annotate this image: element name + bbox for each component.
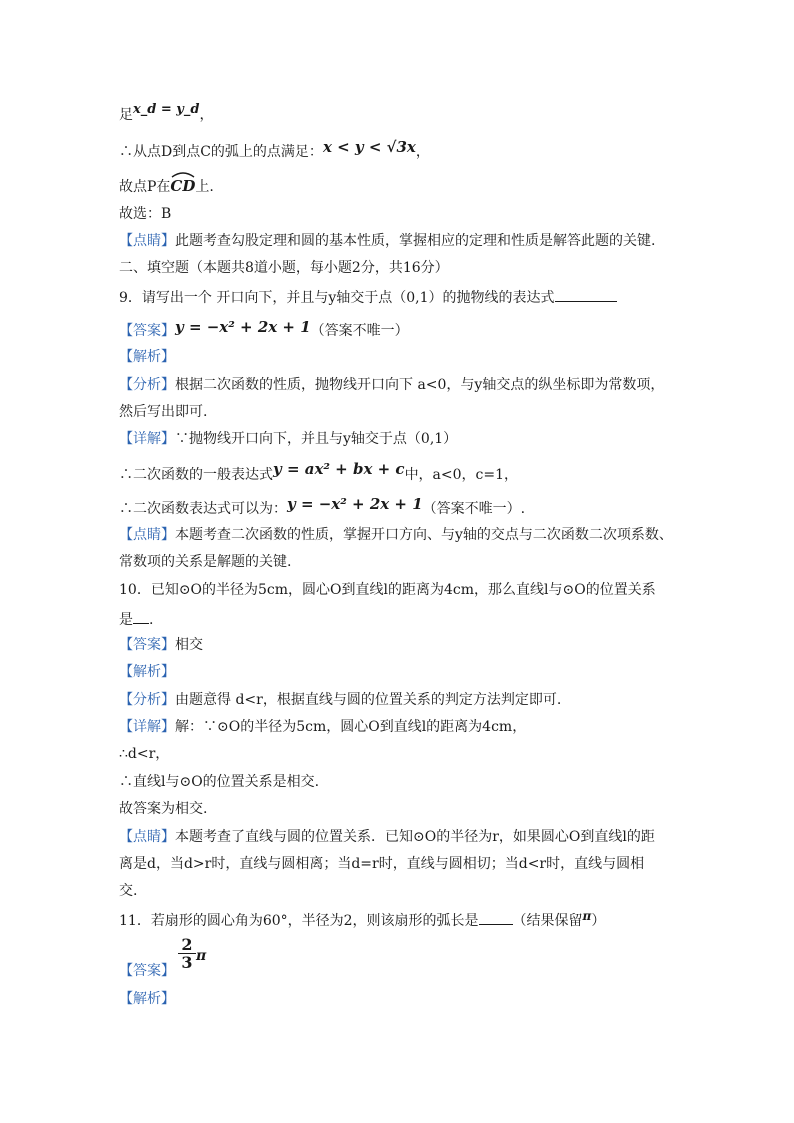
- pi-symbol: π: [196, 948, 207, 964]
- text: 中，a<0，c=1，: [404, 467, 519, 483]
- text: ∴二次函数的一般表达式: [119, 467, 273, 483]
- denominator: 3: [181, 953, 193, 972]
- text-line: [119, 102, 214, 125]
- text-line: [119, 526, 673, 544]
- text: 由题意得 d<r，根据直线与圆的位置关系的判定方法判定即可.: [175, 692, 562, 708]
- text: 足: [119, 107, 133, 123]
- text-line: [119, 138, 430, 161]
- pi-symbol: π: [582, 909, 592, 923]
- text-line: ∴直线l与⊙O的位置关系是相交.: [119, 774, 320, 790]
- answer-line: [119, 318, 409, 340]
- text-line: 故选：B: [119, 206, 172, 222]
- answer-line: [119, 962, 175, 980]
- text-line: [119, 177, 214, 196]
- arc-cd: [170, 177, 195, 196]
- text: ∴从点D到点C的弧上的点满足：: [119, 144, 323, 160]
- tag-fenxi: 【分析】: [119, 377, 175, 393]
- text-line: [119, 232, 655, 250]
- text: 9．请写出一个 开口向下，并且与y轴交于点（0,1）的抛物线的表达式: [119, 290, 555, 306]
- text-line: 然后写出即可.: [119, 404, 208, 420]
- text: ，: [415, 144, 430, 160]
- question-10: 10．已知⊙O的半径为5cm，圆心O到直线l的距离为4cm，那么直线l与⊙O的位置关系: [119, 582, 656, 598]
- answer-blank: [133, 609, 149, 624]
- math-formula: x_d = y_d: [133, 102, 200, 117]
- text-line: [119, 495, 526, 518]
- text-line: 交.: [119, 883, 138, 899]
- text-line: [119, 691, 561, 709]
- text: 本题考查二次函数的性质，掌握开口方向、与y轴的交点与二次函数二次项系数、: [175, 527, 673, 543]
- question-11: [119, 910, 605, 930]
- arc-label: CD: [170, 177, 196, 195]
- arc-mark-icon: [170, 170, 196, 178]
- tag-xiangjie: 【详解】: [119, 719, 175, 735]
- text-line: 故答案为相交.: [119, 801, 208, 817]
- answer-blank: [555, 287, 617, 302]
- numerator: 2: [181, 935, 193, 954]
- text: 上.: [195, 179, 214, 195]
- math-formula: x < y < √3x: [322, 138, 416, 156]
- tag-answer: 【答案】: [119, 323, 175, 339]
- math-formula: y = −x² + 2x + 1: [287, 495, 423, 513]
- text: ∵抛物线开口向下，并且与y轴交于点（0,1）: [175, 431, 458, 447]
- tag-dianjing: 【点睛】: [119, 527, 175, 543]
- text: 本题考查了直线与圆的位置关系．已知⊙O的半径为r，如果圆心O到直线l的距: [175, 829, 655, 845]
- text: 此题考查勾股定理和圆的基本性质，掌握相应的定理和性质是解答此题的关键.: [175, 233, 656, 249]
- tag-analysis: 【解析】: [119, 349, 175, 365]
- text: 相交: [175, 637, 203, 653]
- text: （答案不唯一）.: [422, 501, 526, 517]
- text: 解：∵⊙O的半径为5cm，圆心O到直线l的距离为4cm，: [175, 719, 527, 735]
- answer-blank: [479, 910, 513, 925]
- text: ∴二次函数表达式可以为：: [119, 501, 287, 517]
- tag-dianjing: 【点睛】: [119, 233, 175, 249]
- text-line: [119, 376, 664, 394]
- tag-analysis: 【解析】: [119, 664, 175, 680]
- text-line: 常数项的关系是解题的关键.: [119, 554, 292, 570]
- math-formula: y = −x² + 2x + 1: [175, 318, 311, 336]
- text: ）: [591, 913, 606, 929]
- fraction: [178, 936, 196, 972]
- text-line: [119, 718, 526, 736]
- math-formula: y = ax² + bx + c: [273, 460, 405, 478]
- text: 11．若扇形的圆心角为60°，半径为2，则该扇形的弧长是: [119, 913, 479, 929]
- tag-xiangjie: 【详解】: [119, 431, 175, 447]
- text: .: [149, 612, 154, 628]
- text: （答案不唯一）: [310, 323, 409, 339]
- text-line: ∴d<r，: [119, 746, 170, 762]
- text: （结果保留: [512, 913, 583, 929]
- tag-answer: 【答案】: [119, 637, 175, 653]
- section-heading: 二、填空题（本题共8道小题，每小题2分，共16分）: [119, 260, 449, 276]
- text-line: [119, 460, 519, 484]
- question-9: [119, 287, 617, 307]
- tag-fenxi: 【分析】: [119, 692, 175, 708]
- text: 故点P在: [119, 179, 171, 195]
- answer-line: [119, 636, 203, 654]
- tag-answer: 【答案】: [119, 963, 175, 979]
- text-line: [119, 828, 655, 846]
- text-line: [119, 609, 153, 629]
- text-line: [119, 430, 457, 448]
- text: ，: [199, 107, 214, 123]
- tag-dianjing: 【点睛】: [119, 829, 175, 845]
- text: 是: [119, 612, 133, 628]
- text-line: 离是d，当d>r时，直线与圆相离；当d=r时，直线与圆相切；当d<r时，直线与圆相: [119, 856, 645, 872]
- tag-analysis: 【解析】: [119, 991, 175, 1007]
- text: 根据二次函数的性质，抛物线开口向下 a<0，与y轴交点的纵坐标即为常数项，: [175, 377, 665, 393]
